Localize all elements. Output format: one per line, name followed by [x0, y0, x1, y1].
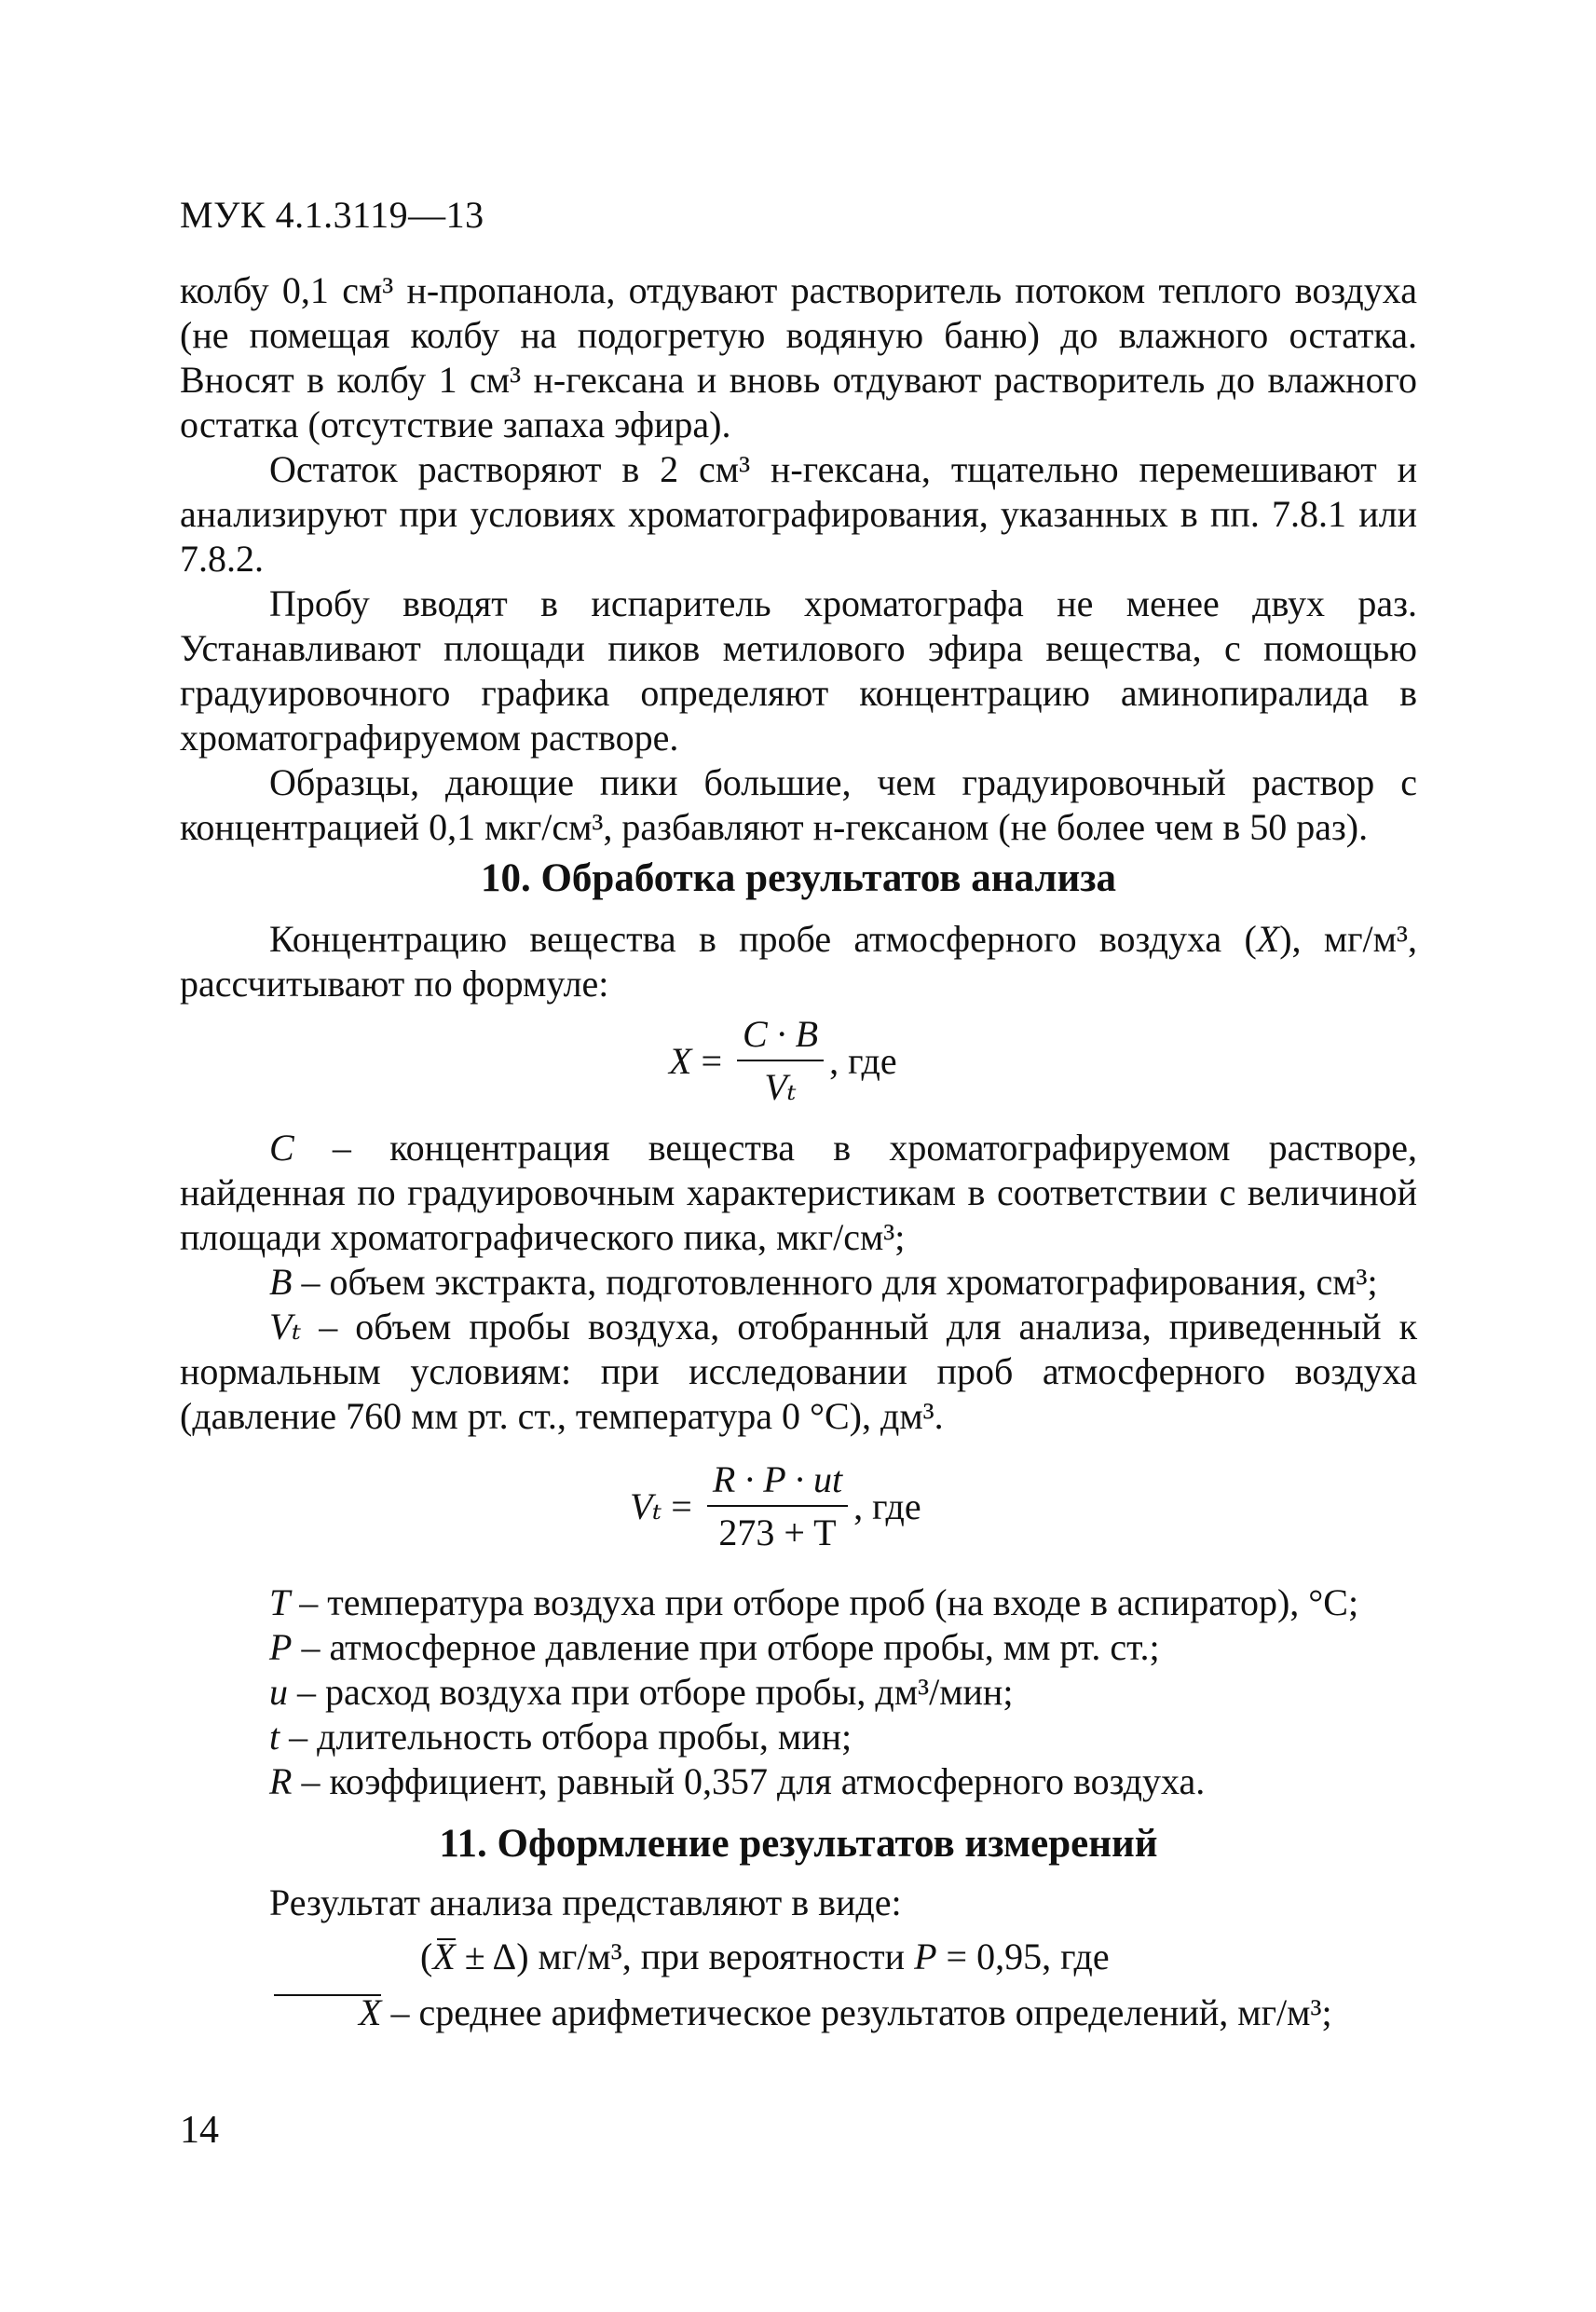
result-open-paren: ( — [420, 1936, 433, 1977]
definition-symbol: R — [269, 1760, 293, 1802]
x-mean-definition — [180, 1991, 1417, 2035]
formula-1-lhs: X — [669, 1039, 692, 1082]
intro-variable-x: X — [1256, 918, 1280, 960]
formula-concentration — [669, 1012, 897, 1109]
definition-symbol: u — [269, 1671, 288, 1713]
formula-1-equals: = — [701, 1039, 722, 1082]
definition-r — [180, 1759, 1417, 1804]
definition-text: – объем пробы воздуха, отобранный для анализа, приведенный к нормальным условиям: при исследовании проб атмосферного воздуха (давление 760 мм рт. ст., температура 0 °С), дм³. — [180, 1306, 1417, 1437]
intro-text-a: Концентрацию вещества в пробе атмосферного воздуха ( — [269, 918, 1257, 960]
paragraph-dilution: Образцы, дающие пики большие, чем градуировочный раствор с концентрацией 0,1 мкг/см³, разбавляют н-гексаном (не более чем в 50 раз). — [180, 761, 1417, 848]
definition-time — [180, 1715, 1417, 1759]
definition-vt — [180, 1305, 1417, 1439]
definition-t — [180, 1580, 1417, 1625]
section-11-intro: Результат анализа представляют в виде: — [269, 1881, 902, 1923]
definition-symbol: t — [269, 1716, 280, 1758]
section-11-heading: 11. Оформление результатов измерений — [439, 1822, 1158, 1866]
intro-text-b: ), мг/м³, рассчитывают по формуле: — [180, 918, 1417, 1005]
definition-text: – концентрация вещества в хроматографируемом растворе, найденная по градуировочным характеристикам в соответствии с величиной площади хроматографического пика, мкг/см³; — [180, 1127, 1417, 1258]
result-expression — [420, 1935, 1110, 1978]
result-tail-text: = 0,95, где — [936, 1936, 1110, 1977]
definition-symbol: P — [269, 1626, 293, 1668]
formula-1-numerator: C · B — [743, 1013, 819, 1055]
paragraph-dissolve-residue: Остаток растворяют в 2 см³ н-гексана, тщательно перемешивают и анализируют при условиях хроматографирования, указанных в пп. 7.8.1 или 7.8.2. — [180, 448, 1417, 580]
formula-2-lhs: Vₜ — [630, 1484, 662, 1527]
paragraph-continuation: колбу 0,1 см³ н-пропанола, отдувают растворитель потоком теплого воздуха (не помещая колбу на подогретую водяную баню) до влажного остатка. Вносят в колбу 1 см³ н-гексана и вновь отдувают растворитель до влажного остатка (отсутствие запаха эфира). — [180, 269, 1417, 445]
definition-text: – коэффициент, равный 0,357 для атмосферного воздуха. — [292, 1760, 1206, 1802]
formula-2-fraction — [707, 1457, 848, 1554]
formula-2-numerator: R · P · ut — [712, 1458, 843, 1500]
definition-text: – температура воздуха при отборе проб (на входе в аспиратор), °С; — [290, 1581, 1359, 1623]
formula-1-fraction — [737, 1012, 824, 1109]
definition-text: – среднее арифметическое результатов определений, мг/м³; — [381, 1991, 1332, 2033]
definition-text: – атмосферное давление при отборе пробы, мм рт. ст.; — [292, 1626, 1160, 1668]
x-mean-symbol: X — [432, 1936, 456, 1977]
definition-text: – расход воздуха при отборе пробы, дм³/мин; — [288, 1671, 1014, 1713]
formula-2-definitions — [180, 1580, 1417, 1804]
document-code-header: МУК 4.1.3119—13 — [180, 194, 484, 236]
section-10-intro — [180, 917, 1417, 1006]
paragraph-injection: Пробу вводят в испаритель хроматографа не менее двух раз. Устанавливают площади пиков метилового эфира вещества, с помощью градуировочного графика определяют концентрацию аминопиралида в хроматографируемом растворе. — [180, 582, 1417, 759]
definition-c — [180, 1126, 1417, 1260]
formula-1-tail: , где — [829, 1039, 897, 1082]
formula-volume — [630, 1457, 921, 1554]
formula-1-definitions — [180, 1126, 1417, 1439]
definition-symbol: T — [269, 1581, 291, 1623]
formula-2-tail: , где — [853, 1484, 921, 1527]
section-10-heading: 10. Обработка результатов анализа — [480, 856, 1117, 900]
definition-symbol: C — [269, 1127, 294, 1169]
formula-2-equals: = — [671, 1484, 692, 1527]
definition-symbol: B — [269, 1261, 293, 1303]
definition-b — [180, 1260, 1417, 1305]
probability-symbol: P — [914, 1936, 937, 1977]
definition-text: – объем экстракта, подготовленного для хроматографирования, см³; — [292, 1261, 1378, 1303]
formula-2-denominator: 273 + T — [718, 1512, 837, 1553]
page-number: 14 — [180, 2109, 219, 2152]
x-mean-symbol: X — [269, 1991, 381, 2035]
definition-p — [180, 1625, 1417, 1670]
formula-1-denominator: Vₜ — [764, 1066, 797, 1108]
definition-text: – длительность отбора пробы, мин; — [280, 1716, 853, 1758]
definition-symbol: Vₜ — [269, 1306, 302, 1348]
result-mid-text: ± Δ) мг/м³, при вероятности — [455, 1936, 915, 1977]
definition-u — [180, 1670, 1417, 1715]
